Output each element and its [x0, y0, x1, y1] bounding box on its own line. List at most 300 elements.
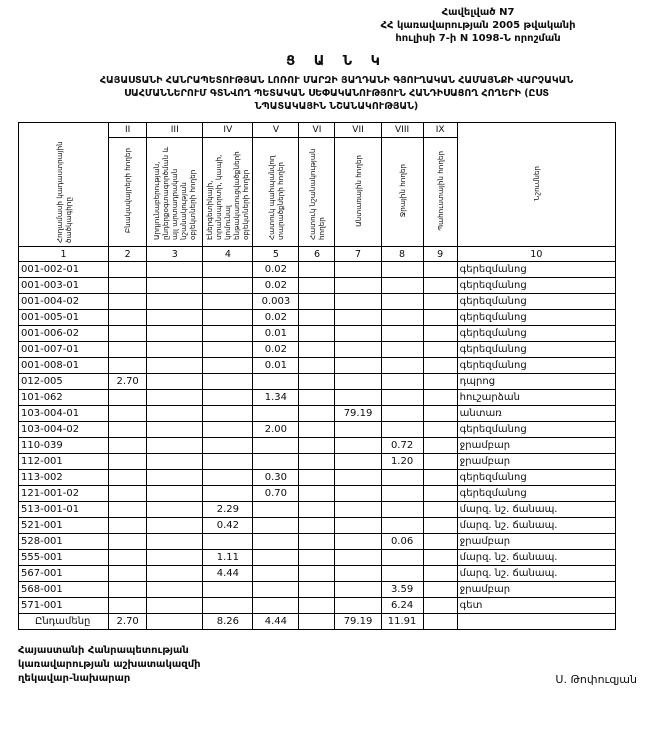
area-value: [147, 486, 203, 502]
column-index-row: [19, 247, 616, 262]
parcel-code: 110-039: [19, 438, 109, 454]
land-use: դպրոց: [457, 374, 615, 390]
area-value: [109, 422, 147, 438]
area-value: 0.42: [203, 518, 253, 534]
parcel-code: 567-001: [19, 566, 109, 582]
area-value: [423, 262, 457, 278]
signature-name: Ս. Թոփուզյան: [555, 673, 637, 687]
area-value: [381, 566, 423, 582]
column-header-forest: Անտառային հողեր: [335, 138, 381, 247]
document-footer: [18, 644, 637, 686]
column-index-6: 6: [299, 247, 335, 262]
column-header-notes: [457, 123, 615, 247]
parcel-code: 521-001: [19, 518, 109, 534]
area-value: [203, 470, 253, 486]
land-use: ջրամբար: [457, 582, 615, 598]
land-use: գերեզմանոց: [457, 294, 615, 310]
column-numeral-7: VII: [335, 123, 381, 138]
land-use: գերեզմանոց: [457, 326, 615, 342]
area-value: [147, 502, 203, 518]
area-value: [253, 598, 299, 614]
area-value: [335, 342, 381, 358]
area-value: [299, 390, 335, 406]
parcel-code: 555-001: [19, 550, 109, 566]
area-value: 8.26: [203, 614, 253, 630]
land-use: գետ: [457, 598, 615, 614]
area-value: [335, 310, 381, 326]
parcel-code: 121-001-02: [19, 486, 109, 502]
area-value: [423, 438, 457, 454]
area-value: [335, 390, 381, 406]
land-use: գերեզմանոց: [457, 278, 615, 294]
area-value: [109, 550, 147, 566]
area-value: [381, 470, 423, 486]
table-row: [19, 326, 616, 342]
area-value: [109, 486, 147, 502]
area-value: [253, 406, 299, 422]
area-value: [203, 534, 253, 550]
area-value: [203, 294, 253, 310]
land-use: գերեզմանոց: [457, 422, 615, 438]
table-row: [19, 550, 616, 566]
parcel-code: 012-005: [19, 374, 109, 390]
column-header-water: Ջրային հողեր: [381, 138, 423, 247]
table-row: [19, 582, 616, 598]
area-value: 2.70: [109, 614, 147, 630]
area-value: 0.30: [253, 470, 299, 486]
area-value: [423, 486, 457, 502]
area-value: [109, 294, 147, 310]
column-index-3: 3: [147, 247, 203, 262]
area-value: 79.19: [335, 614, 381, 630]
column-numeral-8: VIII: [381, 123, 423, 138]
area-value: [335, 550, 381, 566]
column-header-code-label: Հողամասի կադաստրային ծածկագիրը: [54, 141, 73, 243]
table-row: [19, 294, 616, 310]
signatory-line-1: Հայաստանի Հանրապետության: [18, 645, 189, 657]
area-value: 0.02: [253, 342, 299, 358]
area-value: [381, 550, 423, 566]
land-use: մարզ. նշ. ճանապ.: [457, 502, 615, 518]
column-index-7: 7: [335, 247, 381, 262]
area-value: [423, 390, 457, 406]
area-value: [147, 550, 203, 566]
area-value: 3.59: [381, 582, 423, 598]
land-use: գերեզմանոց: [457, 310, 615, 326]
area-value: [381, 358, 423, 374]
area-value: [203, 422, 253, 438]
area-value: [203, 438, 253, 454]
area-value: [423, 550, 457, 566]
area-value: [335, 374, 381, 390]
column-header-infrastructure: Էներգետիկայի, տրանսպորտի, կապի, կոմունալ ենթակառուցվածքների օբյեկտների հողեր: [203, 138, 253, 247]
column-header-residential: Բնակավայրերի հողեր: [109, 138, 147, 247]
area-value: [335, 262, 381, 278]
area-value: 0.02: [253, 262, 299, 278]
area-value: [109, 278, 147, 294]
area-value: [423, 582, 457, 598]
area-value: [299, 518, 335, 534]
column-header-reserve: Պահուստային հողեր: [423, 138, 457, 247]
area-value: [203, 390, 253, 406]
land-use: ջրամբար: [457, 454, 615, 470]
area-value: [109, 262, 147, 278]
page-subtitle: [12, 75, 661, 113]
column-numeral-2: II: [109, 123, 147, 138]
column-header-protected: Հատուկ պահպանվող տարածքների հողեր: [253, 138, 299, 247]
area-value: [253, 534, 299, 550]
area-value: [335, 582, 381, 598]
area-value: 2.29: [203, 502, 253, 518]
appendix-number: Հավելված N7: [441, 7, 515, 18]
area-value: [335, 486, 381, 502]
column-header-notes-label: Նշումներ: [531, 166, 541, 201]
parcel-code: 568-001: [19, 582, 109, 598]
area-value: [299, 566, 335, 582]
area-value: [423, 566, 457, 582]
area-value: [299, 406, 335, 422]
column-numeral-5: V: [253, 123, 299, 138]
column-index-10: 10: [457, 247, 615, 262]
area-value: [299, 422, 335, 438]
area-value: [381, 342, 423, 358]
area-value: [335, 518, 381, 534]
area-value: [203, 374, 253, 390]
land-use: գերեզմանոց: [457, 470, 615, 486]
land-use: գերեզմանոց: [457, 262, 615, 278]
area-value: 0.003: [253, 294, 299, 310]
area-value: [335, 502, 381, 518]
signatory-line-2: կառավարության աշխատակազմի: [18, 659, 201, 671]
area-value: [381, 294, 423, 310]
table-row: [19, 390, 616, 406]
area-value: [423, 342, 457, 358]
area-value: [147, 262, 203, 278]
area-value: [335, 326, 381, 342]
parcel-code: 571-001: [19, 598, 109, 614]
area-value: [147, 566, 203, 582]
land-use: մարզ. նշ. ճանապ.: [457, 566, 615, 582]
parcel-code: 112-001: [19, 454, 109, 470]
table-row: [19, 518, 616, 534]
area-value: [299, 438, 335, 454]
area-value: [147, 294, 203, 310]
area-value: [423, 454, 457, 470]
area-value: [147, 358, 203, 374]
area-value: [299, 486, 335, 502]
area-value: [335, 454, 381, 470]
area-value: 0.06: [381, 534, 423, 550]
area-value: [253, 566, 299, 582]
area-value: [299, 310, 335, 326]
area-value: [203, 454, 253, 470]
parcel-code: 528-001: [19, 534, 109, 550]
area-value: [299, 342, 335, 358]
area-value: [147, 278, 203, 294]
parcel-code: 001-002-01: [19, 262, 109, 278]
area-value: [299, 294, 335, 310]
column-index-4: 4: [203, 247, 253, 262]
table-row: [19, 374, 616, 390]
total-row: [19, 614, 616, 630]
area-value: [203, 582, 253, 598]
area-value: [253, 374, 299, 390]
area-value: [381, 390, 423, 406]
land-use: մարզ. նշ. ճանապ.: [457, 518, 615, 534]
area-value: [109, 406, 147, 422]
area-value: [147, 614, 203, 630]
land-use: գերեզմանոց: [457, 342, 615, 358]
area-value: 79.19: [335, 406, 381, 422]
area-value: [203, 486, 253, 502]
area-value: [109, 518, 147, 534]
area-value: [299, 262, 335, 278]
area-value: [299, 598, 335, 614]
area-value: [423, 294, 457, 310]
total-label: Ընդամենը: [19, 614, 109, 630]
area-value: [335, 598, 381, 614]
area-value: [203, 326, 253, 342]
area-value: [147, 422, 203, 438]
column-numeral-3: III: [147, 123, 203, 138]
area-value: 0.02: [253, 278, 299, 294]
area-value: [253, 582, 299, 598]
table-row: [19, 342, 616, 358]
roman-numeral-row: [19, 123, 616, 138]
column-numeral-9: IX: [423, 123, 457, 138]
parcel-code: 001-003-01: [19, 278, 109, 294]
area-value: [423, 326, 457, 342]
column-header-special: Հատուկ նշանակության հողեր: [299, 138, 335, 247]
table-row: [19, 278, 616, 294]
decree-line-1: ՀՀ կառավարության 2005 թվականի: [380, 20, 576, 31]
land-use: ջրամբար: [457, 534, 615, 550]
area-value: [299, 374, 335, 390]
area-value: [423, 534, 457, 550]
land-use: անտառ: [457, 406, 615, 422]
table-row: [19, 454, 616, 470]
parcel-code: 113-002: [19, 470, 109, 486]
signatory-line-3: ղեկավար-նախարար: [18, 673, 131, 685]
table-row: [19, 262, 616, 278]
area-value: 2.70: [109, 374, 147, 390]
area-value: [335, 294, 381, 310]
area-value: [253, 454, 299, 470]
parcel-code: 001-008-01: [19, 358, 109, 374]
column-numeral-6: VI: [299, 123, 335, 138]
area-value: [203, 278, 253, 294]
area-value: 0.02: [253, 310, 299, 326]
land-use: գերեզմանոց: [457, 358, 615, 374]
area-value: [253, 502, 299, 518]
area-value: [147, 342, 203, 358]
land-use: գերեզմանոց: [457, 486, 615, 502]
area-value: [147, 534, 203, 550]
area-value: [381, 278, 423, 294]
area-value: 4.44: [203, 566, 253, 582]
area-value: [423, 614, 457, 630]
area-value: 0.70: [253, 486, 299, 502]
area-value: [335, 422, 381, 438]
parcel-code: 101-062: [19, 390, 109, 406]
table-row: [19, 438, 616, 454]
area-value: [423, 278, 457, 294]
area-value: [299, 470, 335, 486]
area-value: [147, 390, 203, 406]
area-value: [381, 326, 423, 342]
column-index-8: 8: [381, 247, 423, 262]
area-value: 0.01: [253, 358, 299, 374]
table-row: [19, 566, 616, 582]
area-value: [423, 470, 457, 486]
column-numeral-4: IV: [203, 123, 253, 138]
table-row: [19, 534, 616, 550]
column-index-5: 5: [253, 247, 299, 262]
area-value: [109, 438, 147, 454]
area-value: [423, 502, 457, 518]
area-value: [203, 342, 253, 358]
area-value: [299, 278, 335, 294]
table-row: [19, 406, 616, 422]
area-value: [299, 502, 335, 518]
land-use: ջրամբար: [457, 438, 615, 454]
area-value: [147, 454, 203, 470]
area-value: 6.24: [381, 598, 423, 614]
parcel-code: 001-006-02: [19, 326, 109, 342]
area-value: [299, 582, 335, 598]
table-row: [19, 470, 616, 486]
area-value: [423, 518, 457, 534]
signatory-title-block: [18, 644, 201, 686]
area-value: [381, 310, 423, 326]
table-row: [19, 502, 616, 518]
area-value: [253, 438, 299, 454]
area-value: [423, 358, 457, 374]
area-value: [203, 310, 253, 326]
area-value: 0.72: [381, 438, 423, 454]
parcel-code: 001-004-02: [19, 294, 109, 310]
area-value: [109, 358, 147, 374]
area-value: [253, 550, 299, 566]
area-value: [109, 470, 147, 486]
area-value: [423, 422, 457, 438]
column-header-industrial: Արդյունաբերության, ընդերքօգտագործման և այլ արտադրական նշանակության օբյեկտների հողեր: [147, 138, 203, 247]
land-parcels-table: [18, 122, 616, 630]
area-value: [147, 326, 203, 342]
area-value: [299, 614, 335, 630]
parcel-code: 513-001-01: [19, 502, 109, 518]
area-value: [109, 310, 147, 326]
area-value: [299, 326, 335, 342]
area-value: [109, 454, 147, 470]
area-value: 1.11: [203, 550, 253, 566]
area-value: [423, 310, 457, 326]
subtitle-line-3: ՆՊԱՏԱԿԱՅԻՆ ՆՇԱՆԱԿՈՒԹՅԱՆ): [254, 100, 419, 112]
area-value: [109, 390, 147, 406]
subtitle-line-2: ՍԱՀՄԱՆՆԵՐՈՒՄ ԳՏՆՎՈՂ ՊԵՏԱԿԱՆ ՍԵՓԱԿԱՆՈՒԹՅՈՒՆ ՀԱՆԴԻՍԱՑՈՂ ՀՈՂԵՐԻ (ԸՍՏ: [124, 87, 549, 99]
land-use: հուշարձան: [457, 390, 615, 406]
parcel-code: 001-005-01: [19, 310, 109, 326]
column-index-1: 1: [19, 247, 109, 262]
area-value: [147, 598, 203, 614]
table-row: [19, 310, 616, 326]
area-value: [109, 582, 147, 598]
area-value: 1.34: [253, 390, 299, 406]
area-value: [423, 374, 457, 390]
column-index-9: 9: [423, 247, 457, 262]
column-index-2: 2: [109, 247, 147, 262]
parcel-code: 001-007-01: [19, 342, 109, 358]
table-row: [19, 598, 616, 614]
area-value: 4.44: [253, 614, 299, 630]
area-value: [335, 534, 381, 550]
area-value: [299, 550, 335, 566]
table-row: [19, 486, 616, 502]
area-value: [335, 470, 381, 486]
appendix-header: [313, 6, 643, 45]
page-title: Ց Ա Ն Կ: [286, 54, 387, 69]
area-value: [147, 406, 203, 422]
area-value: [147, 582, 203, 598]
area-value: [109, 342, 147, 358]
subtitle-line-1: ՀԱՅԱՍՏԱՆԻ ՀԱՆՐԱՊԵՏՈՒԹՅԱՆ ԼՈՌՈՒ ՄԱՐԶԻ ՅԱՂԴԱՆԻ ԳՅՈՒՂԱԿԱՆ ՀԱՄԱՅՆՔԻ ՎԱՐՉԱԿԱՆ: [99, 75, 574, 86]
area-value: [109, 566, 147, 582]
area-value: [147, 518, 203, 534]
area-value: 11.91: [381, 614, 423, 630]
area-value: [381, 374, 423, 390]
area-value: [299, 534, 335, 550]
column-header-code: [19, 123, 109, 247]
area-value: [423, 598, 457, 614]
area-value: [335, 566, 381, 582]
area-value: [381, 502, 423, 518]
area-value: [381, 406, 423, 422]
area-value: [335, 438, 381, 454]
area-value: 1.20: [381, 454, 423, 470]
area-value: [147, 438, 203, 454]
area-value: [147, 470, 203, 486]
decree-line-2: հուլիսի 7-ի N 1098-Ն որոշման: [395, 33, 561, 44]
table-row: [19, 358, 616, 374]
land-use: [457, 614, 615, 630]
area-value: [109, 326, 147, 342]
area-value: [381, 518, 423, 534]
area-value: [381, 486, 423, 502]
area-value: [299, 454, 335, 470]
area-value: [203, 358, 253, 374]
area-value: [147, 310, 203, 326]
area-value: [335, 278, 381, 294]
area-value: 2.00: [253, 422, 299, 438]
area-value: [109, 598, 147, 614]
table-row: [19, 422, 616, 438]
area-value: [423, 406, 457, 422]
area-value: [109, 534, 147, 550]
area-value: [147, 374, 203, 390]
area-value: [299, 358, 335, 374]
area-value: [203, 406, 253, 422]
area-value: [203, 262, 253, 278]
area-value: 0.01: [253, 326, 299, 342]
area-value: [381, 262, 423, 278]
parcel-code: 103-004-02: [19, 422, 109, 438]
table-body: [19, 262, 616, 630]
land-use: մարզ. նշ. ճանապ.: [457, 550, 615, 566]
area-value: [381, 422, 423, 438]
parcel-code: 103-004-01: [19, 406, 109, 422]
area-value: [109, 502, 147, 518]
area-value: [335, 358, 381, 374]
